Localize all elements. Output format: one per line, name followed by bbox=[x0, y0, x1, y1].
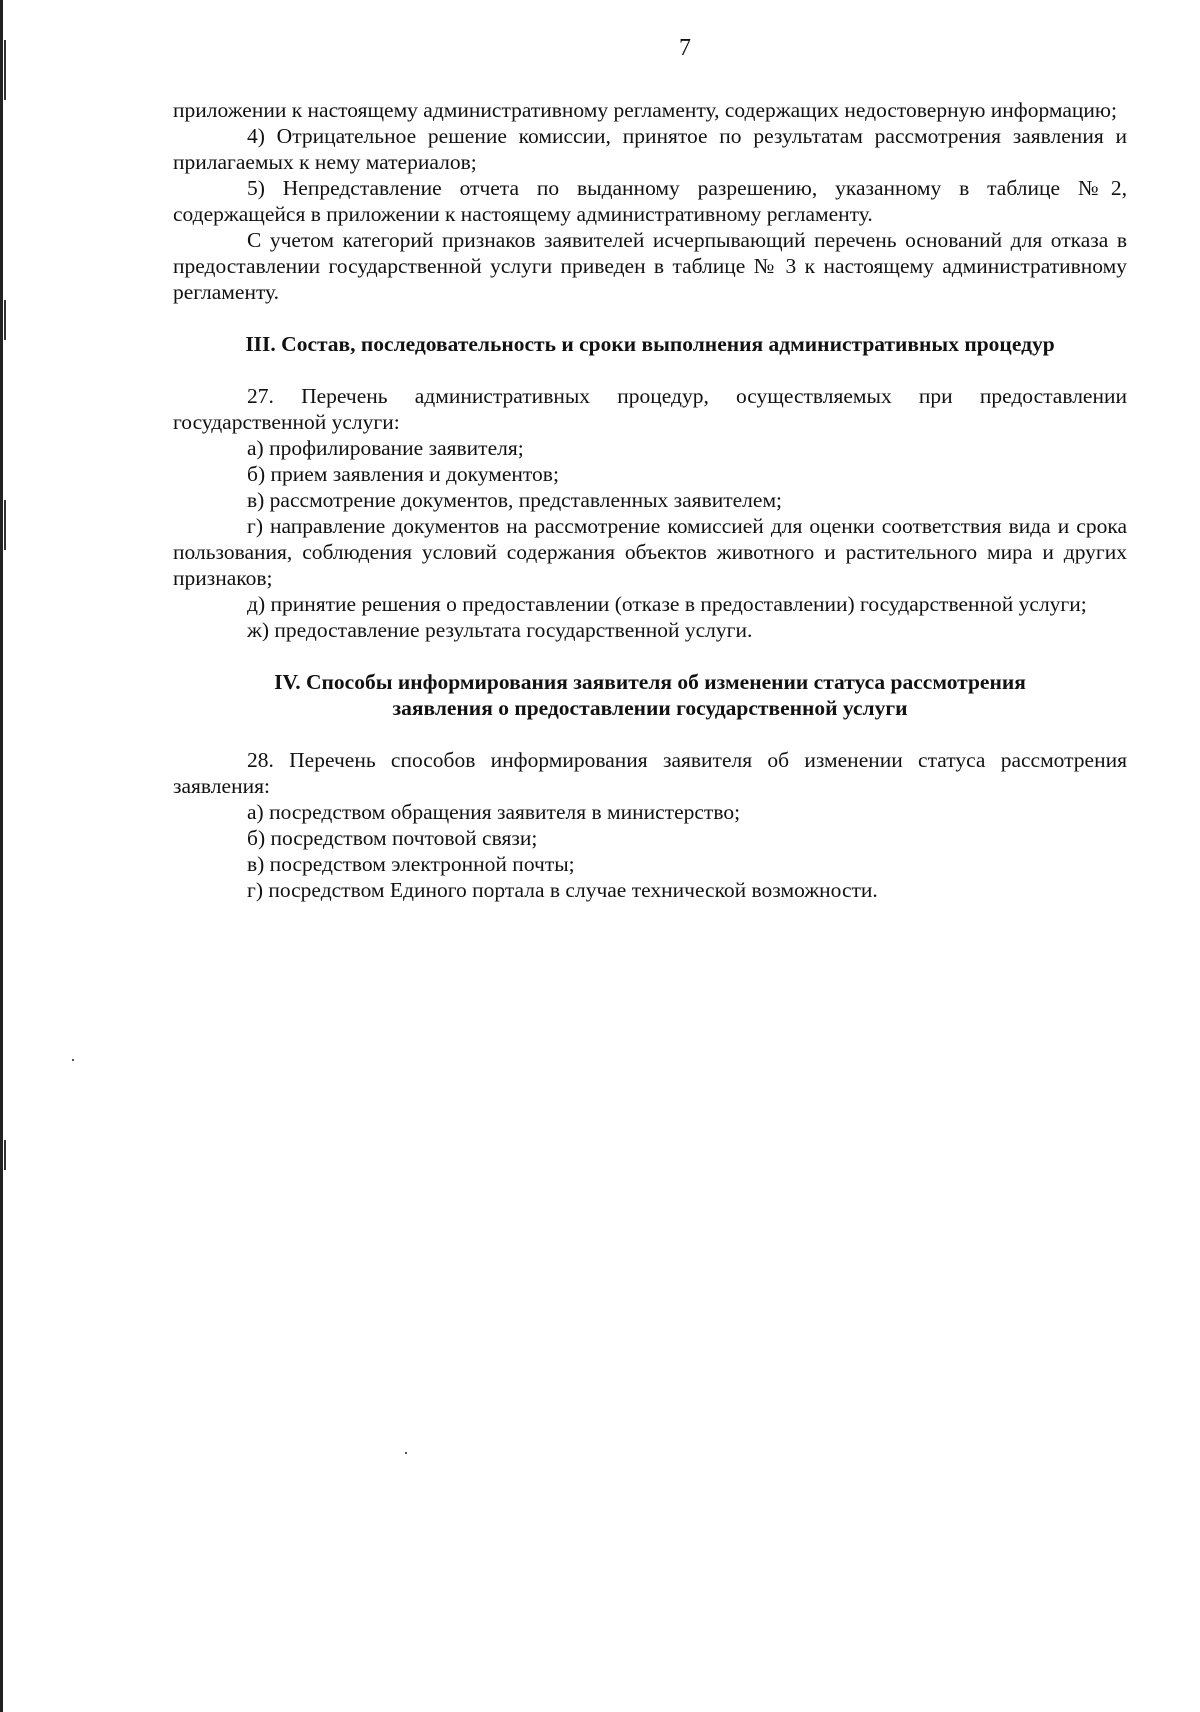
section-3-item: а) профилирование заявителя; bbox=[247, 436, 524, 460]
section-4-item: а) посредством обращения заявителя в министерство; bbox=[247, 800, 741, 824]
document-body bbox=[173, 97, 1127, 903]
paragraph-item-5: 5) Непредставление отчета по выданному разрешению, указанному в таблице №2, содержащейся в приложении к настоящему административному регламенту. bbox=[173, 176, 1127, 226]
section-4-heading-line-2: заявления о предоставлении государственной услуги bbox=[392, 696, 908, 720]
scan-speck bbox=[72, 1059, 74, 1061]
scan-speck bbox=[405, 1452, 407, 1454]
scan-edge bbox=[0, 0, 3, 1712]
paragraph-refusal-grounds: С учетом категорий признаков заявителей исчерпывающий перечень оснований для отказа в предоставлении государственной услуги приведен в таблице № 3 к настоящему административному регламенту. bbox=[173, 228, 1127, 304]
page-number: 7 bbox=[679, 35, 691, 61]
paragraph-item-4: 4) Отрицательное решение комиссии, принятое по результатам рассмотрения заявления и прилагаемых к нему материалов; bbox=[173, 124, 1127, 174]
scan-mark bbox=[4, 300, 6, 340]
section-3-heading: III. Состав, последовательность и сроки выполнения административных процедур bbox=[245, 332, 1055, 356]
section-3-intro: 27. Перечень административных процедур, осуществляемых при предоставлении государственной услуги: bbox=[173, 384, 1127, 434]
section-4-heading-line-1: IV. Способы информирования заявителя об изменении статуса рассмотрения bbox=[274, 670, 1026, 694]
section-3-item: б) прием заявления и документов; bbox=[247, 462, 559, 486]
section-3-item: г) направление документов на рассмотрение комиссией для оценки соответствия вида и срока пользования, соблюдения условий содержания объектов животного и растительного мира и других признаков; bbox=[173, 514, 1127, 590]
scan-mark bbox=[4, 500, 6, 550]
section-3-item: в) рассмотрение документов, представленных заявителем; bbox=[247, 488, 783, 512]
section-4-intro: 28. Перечень способов информирования заявителя об изменении статуса рассмотрения заявления: bbox=[173, 748, 1127, 798]
section-4-item: б) посредством почтовой связи; bbox=[247, 826, 538, 850]
scan-mark bbox=[4, 1140, 6, 1170]
section-4-item: в) посредством электронной почты; bbox=[247, 852, 575, 876]
section-3-item: ж) предоставление результата государственной услуги. bbox=[247, 618, 753, 642]
section-4-item: г) посредством Единого портала в случае технической возможности. bbox=[247, 878, 878, 902]
paragraph-continuation: приложении к настоящему административному регламенту, содержащих недостоверную информацию; bbox=[173, 98, 1117, 122]
section-3-item: д) принятие решения о предоставлении (отказе в предоставлении) государственной услуги; bbox=[247, 592, 1087, 616]
